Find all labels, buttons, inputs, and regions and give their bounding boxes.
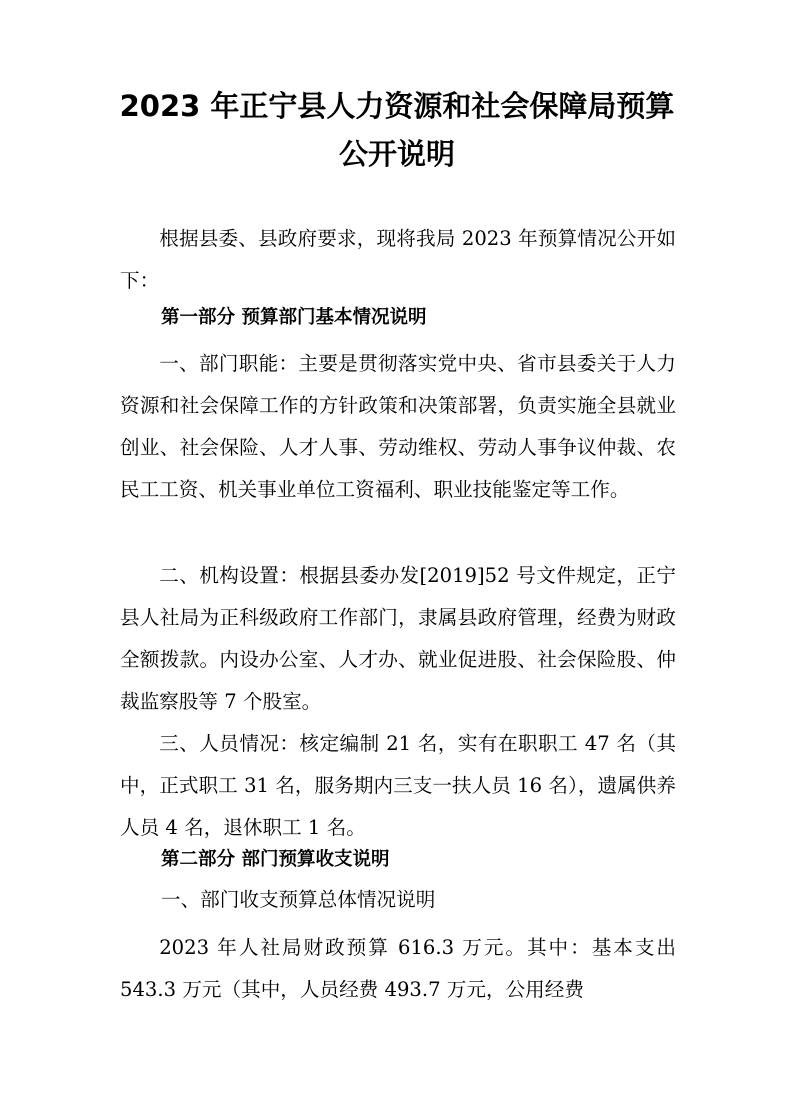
part2-heading: 第二部分 部门预算收支说明 bbox=[161, 849, 390, 870]
intro-paragraph: 根据县委、县政府要求，现将我局 2023 年预算情况公开如下： bbox=[120, 227, 676, 292]
part1-heading: 第一部分 预算部门基本情况说明 bbox=[161, 307, 427, 328]
staff-paragraph: 三、人员情况：核定编制 21 名，实有在职职工 47 名（其中，正式职工 31 名，服务期内三支一扶人员 16 名），遗属供养人员 4 名，退休职工 1 名。 bbox=[120, 732, 676, 839]
document-title-line-2: 公开说明 bbox=[338, 137, 455, 171]
org-setup-paragraph: 二、机构设置：根据县委办发[2019]52 号文件规定，正宁县人社局为正科级政府工作部门，隶属县政府管理，经费为财政全额拨款。内设办公室、人才办、就业促进股、社会保险股、仲裁监察股等 7 个股室。 bbox=[120, 564, 676, 713]
part2-subheading-1: 一、部门收支预算总体情况说明 bbox=[161, 888, 436, 911]
budget-paragraph: 2023 年人社局财政预算 616.3 万元。其中：基本支出 543.3 万元（其中，人员经费 493.7 万元，公用经费 bbox=[120, 936, 676, 1001]
duties-paragraph: 一、部门职能：主要是贯彻落实党中央、省市县委关于人力资源和社会保障工作的方针政策和决策部署，负责实施全县就业创业、社会保险、人才人事、劳动维权、劳动人事争议仲裁、农民工工资、机关事业单位工资福利、职业技能鉴定等工作。 bbox=[120, 352, 676, 501]
document-title-line-1: 2023 年正宁县人力资源和社会保障局预算 bbox=[119, 89, 675, 123]
